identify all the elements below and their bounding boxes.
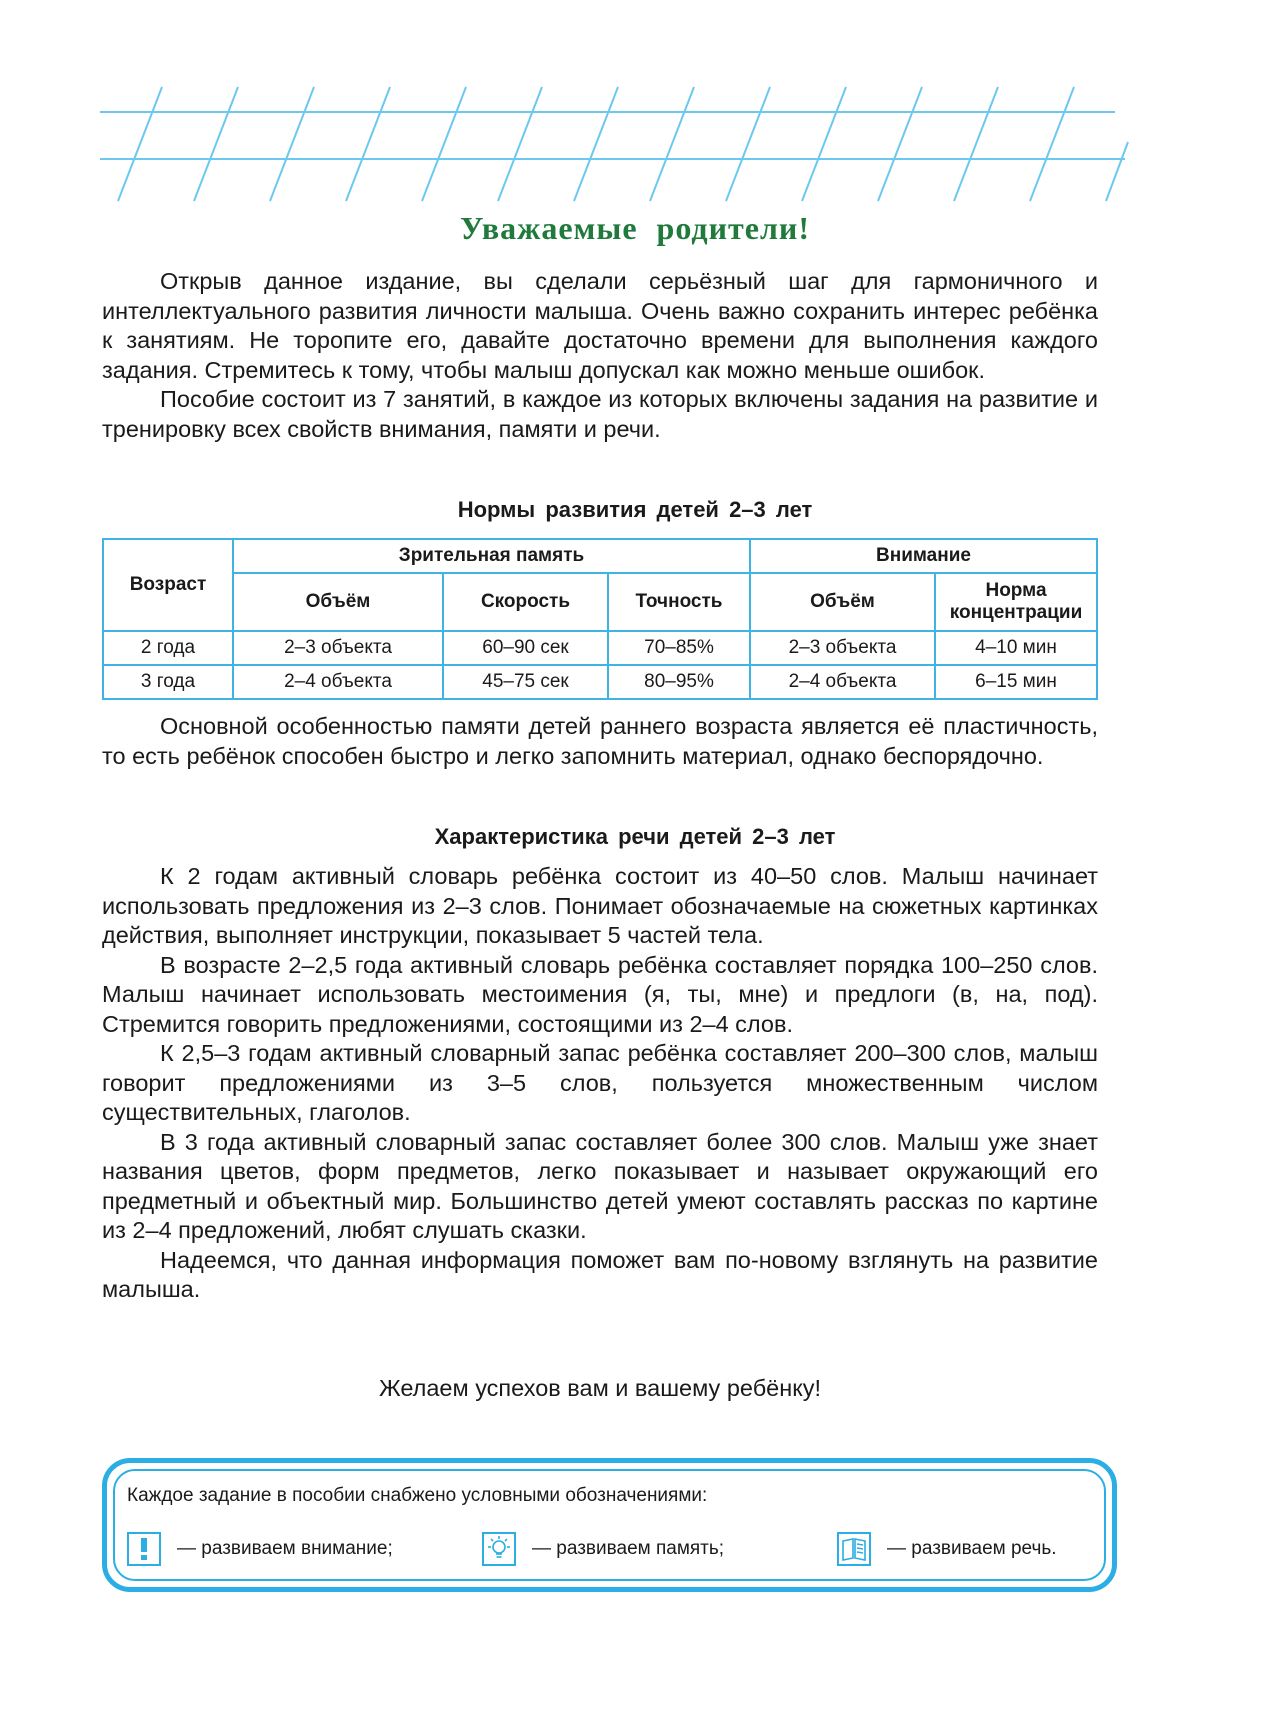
cell-attention-volume: 2–3 объекта bbox=[750, 631, 935, 665]
cell-volume: 2–4 объекта bbox=[233, 665, 443, 699]
header-attention: Внимание bbox=[750, 539, 1097, 573]
speech-paragraph-5: Надеемся, что данная информация поможет вам по-новому взглянуть на развитие малыша. bbox=[102, 1246, 1098, 1302]
header-attention-volume: Объём bbox=[750, 573, 935, 631]
cell-age: 3 года bbox=[103, 665, 233, 699]
speech-paragraph-3: К 2,5–3 годам активный словарный запас ребёнка составляет 200–300 слов, малыш говорит предложениями из 3–5 слов, пользуется множественным числом существительных, глаголов. bbox=[102, 1040, 1098, 1125]
closing-text: Желаем успехов вам и вашему ребёнку! bbox=[378, 1375, 822, 1401]
speech-paragraph-2: В возрасте 2–2,5 года активный словарь ребёнка составляет порядка 100–250 слов. Малыш начинает использовать местоимения (я, ты, мне) и предлоги (в, на, под). Стремится говорить предложениями, состоящими из 2–4 слов. bbox=[102, 951, 1098, 1037]
cell-concentration: 4–10 мин bbox=[935, 631, 1097, 665]
legend-item-attention bbox=[127, 1529, 393, 1569]
legend-row bbox=[127, 1529, 1087, 1569]
legend-label-speech: — развиваем речь. bbox=[887, 1538, 1057, 1559]
exclamation-icon bbox=[127, 1532, 161, 1566]
cell-concentration: 6–15 мин bbox=[935, 665, 1097, 699]
memory-paragraph: Основной особенностью памяти детей раннего возраста является её пластичность, то есть ребёнок способен быстро и легко запомнить материал, однако беспорядочно. bbox=[102, 713, 1098, 769]
intro-paragraph-2: Пособие состоит из 7 занятий, в каждое из которых включены задания на развитие и тренировку всех свойств внимания, памяти и речи. bbox=[102, 386, 1098, 442]
speech-text bbox=[102, 862, 1098, 1305]
header-accuracy: Точность bbox=[608, 573, 750, 631]
intro-text bbox=[102, 267, 1098, 444]
table-row bbox=[103, 631, 1097, 665]
header-volume: Объём bbox=[233, 573, 443, 631]
lightbulb-icon bbox=[482, 1532, 516, 1566]
header-age: Возраст bbox=[103, 539, 233, 631]
intro-paragraph-1: Открыв данное издание, вы сделали серьёзный шаг для гармоничного и интеллектуального развития личности малыша. Очень важно сохранить интерес ребёнка к занятиям. Не торопите его, давайте достаточно времени для выполнения каждого задания. Стремитесь к тому, чтобы малыш допускал как можно меньше ошибок. bbox=[102, 268, 1098, 383]
page-title: Уважаемые родители! bbox=[460, 210, 810, 246]
book-icon bbox=[837, 1532, 871, 1566]
cell-accuracy: 80–95% bbox=[608, 665, 750, 699]
cell-attention-volume: 2–4 объекта bbox=[750, 665, 935, 699]
legend-item-speech bbox=[837, 1529, 1057, 1569]
cell-accuracy: 70–85% bbox=[608, 631, 750, 665]
speech-heading: Характеристика речи детей 2–3 лет bbox=[434, 824, 836, 849]
table-caption: Нормы развития детей 2–3 лет bbox=[457, 497, 813, 522]
cell-speed: 60–90 сек bbox=[443, 631, 608, 665]
closing-wrap bbox=[102, 1374, 1098, 1404]
table-row bbox=[103, 665, 1097, 699]
header-speed: Скорость bbox=[443, 573, 608, 631]
cell-speed: 45–75 сек bbox=[443, 665, 608, 699]
guide-lines bbox=[0, 0, 1270, 220]
development-norms-table bbox=[102, 538, 1098, 700]
legend-intro: Каждое задание в пособии снабжено условными обозначениями: bbox=[127, 1485, 708, 1506]
memory-text bbox=[102, 712, 1098, 771]
speech-paragraph-1: К 2 годам активный словарь ребёнка состоит из 40–50 слов. Малыш начинает использовать предложения из 2–3 слов. Понимает обозначаемые на сюжетных картинках действия, выполняет инструкции, показывает 5 частей тела. bbox=[102, 863, 1098, 948]
header-concentration: Норма концентрации bbox=[935, 573, 1097, 631]
cell-age: 2 года bbox=[103, 631, 233, 665]
speech-paragraph-4: В 3 года активный словарный запас составляет более 300 слов. Малыш уже знает названия цветов, форм предметов, легко показывает и называет окружающий его предметный и объектный мир. Большинство детей умеют составлять рассказ по картине из 2–4 предложений, любят слушать сказки. bbox=[102, 1128, 1098, 1243]
legend-label-memory: — развиваем память; bbox=[532, 1538, 725, 1559]
legend-label-attention: — развиваем внимание; bbox=[177, 1538, 393, 1559]
header-visual-memory: Зрительная память bbox=[233, 539, 750, 573]
cell-volume: 2–3 объекта bbox=[233, 631, 443, 665]
legend-item-memory bbox=[482, 1529, 724, 1569]
legend-box bbox=[102, 1458, 1117, 1592]
